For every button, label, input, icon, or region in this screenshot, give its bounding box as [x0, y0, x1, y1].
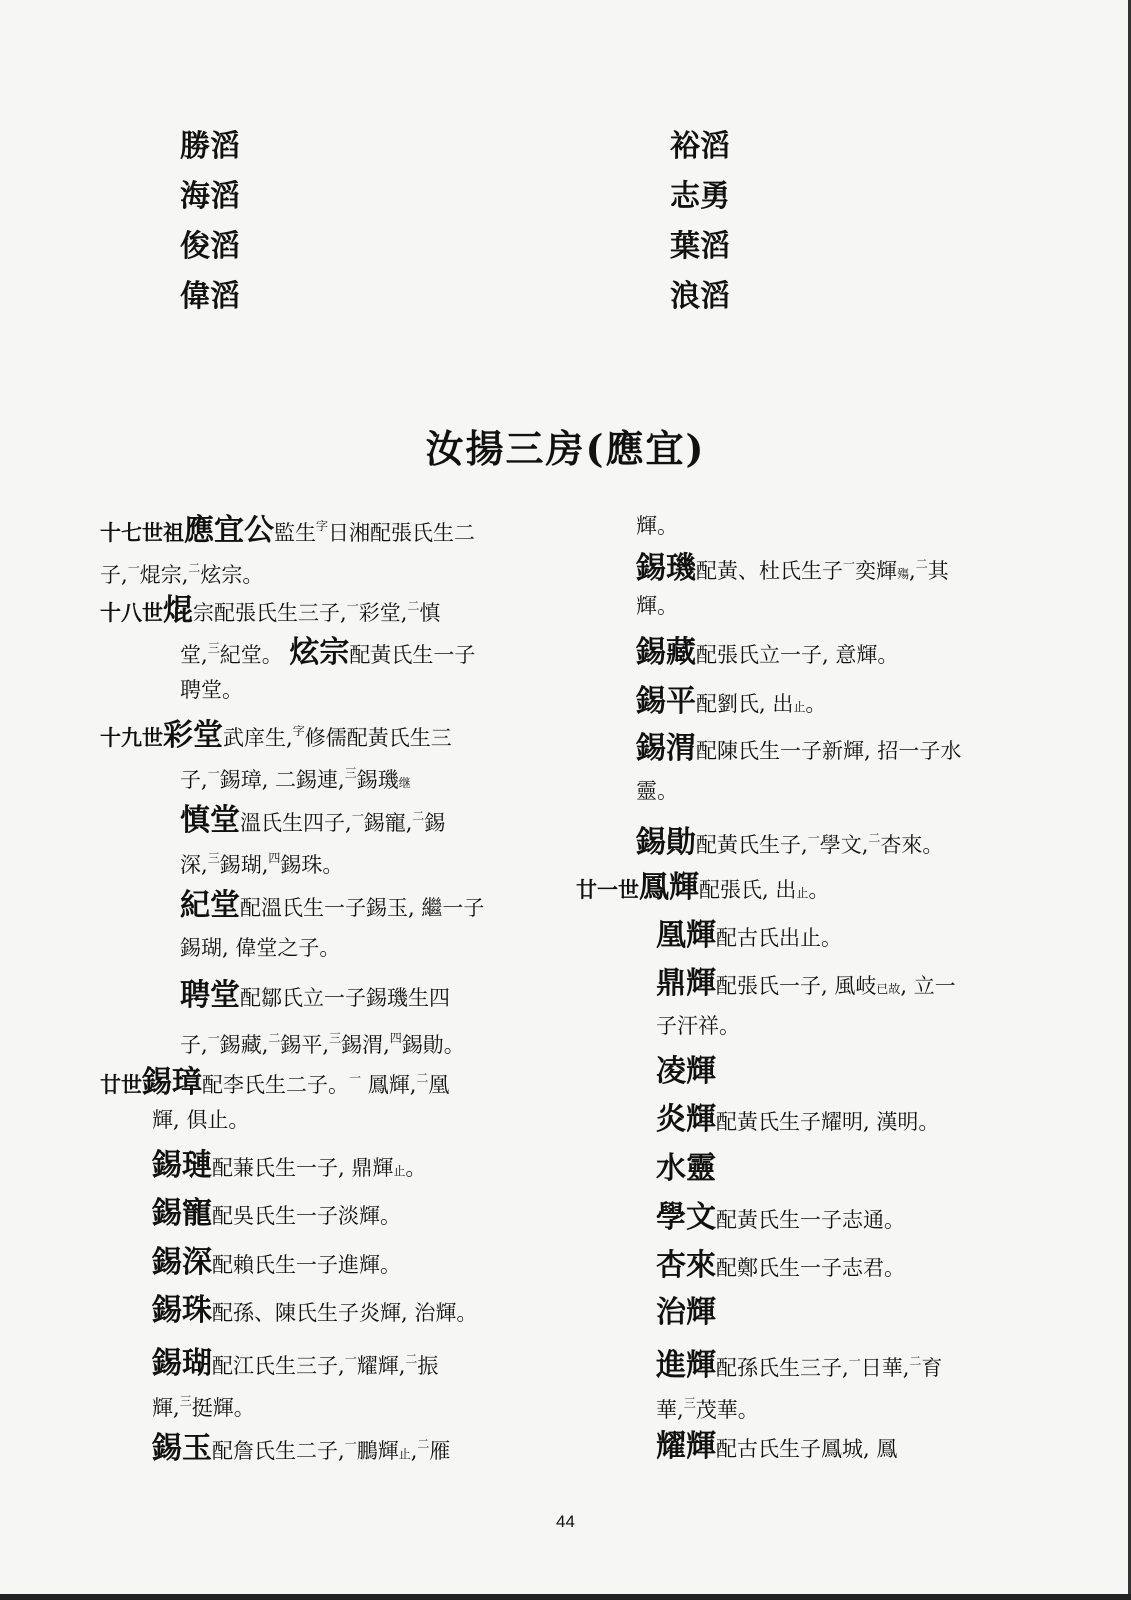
superscript: 一 [848, 1354, 861, 1368]
person-name: 應宜公 [184, 513, 274, 548]
subscript-note: 止 [393, 1164, 406, 1178]
person-name: 凌輝 [656, 1054, 716, 1089]
person-name: 錫玉 [152, 1431, 212, 1466]
entry-text: 配張氏一子, 風岐 [716, 974, 877, 998]
genealogy-entry [100, 505, 475, 589]
superscript: 三 [344, 766, 357, 780]
entry-text: 茂華。 [695, 1398, 759, 1422]
genealogy-entry [576, 867, 829, 909]
list-item: 勝滔 [180, 129, 240, 164]
superscript: 二 [268, 1031, 281, 1045]
superscript: 一 [344, 1437, 357, 1451]
entry-text: 靈。 [636, 779, 678, 803]
superscript: 一 [843, 557, 856, 571]
person-name: 炎輝 [656, 1102, 716, 1137]
superscript: 一 [807, 831, 820, 845]
entry-text: 溫氏生四子, [240, 811, 352, 835]
person-name: 水靈 [656, 1151, 716, 1186]
list-item: 偉滔 [180, 279, 240, 314]
superscript: 一 [346, 599, 359, 613]
entry-text: 錫珠。 [280, 853, 344, 877]
genealogy-entry [152, 1242, 401, 1284]
generation-label: 十八世 [100, 600, 163, 625]
entry-text: 鵬輝 [356, 1439, 399, 1463]
superscript: 一 [207, 1031, 220, 1045]
entry-text: 監生 [274, 521, 316, 545]
superscript: 二 [412, 809, 425, 823]
entry-text: 育 [921, 1356, 943, 1380]
entry-text: 紀堂。 [219, 643, 283, 667]
entry-text: 雁 [429, 1439, 451, 1463]
genealogy-entry [152, 1145, 426, 1187]
entry-text: 輝, [152, 1396, 180, 1420]
person-name: 錫璋 [142, 1065, 202, 1100]
superscript: 一 [127, 561, 140, 575]
genealogy-entry [656, 963, 956, 1047]
genealogy-entry [152, 1193, 401, 1235]
person-name: 鼎輝 [656, 966, 716, 1001]
entry-text: 。 [405, 1156, 427, 1180]
superscript: 一 [207, 766, 220, 780]
person-name: 耀輝 [656, 1429, 716, 1464]
superscript: 三 [207, 641, 220, 655]
person-name: 錫深 [152, 1245, 212, 1280]
entry-text: 配黃氏生一子志通。 [716, 1208, 905, 1232]
entry-text: 子汗祥。 [656, 1014, 740, 1038]
superscript: 一 [351, 809, 364, 823]
superscript: 二 [405, 1352, 418, 1366]
entry-text: 輝。 [636, 594, 678, 618]
subscript-note: 止 [796, 886, 809, 900]
list-item: 浪滔 [670, 279, 730, 314]
entry-text: 錫藏, [219, 1033, 269, 1057]
genealogy-entry [636, 505, 678, 547]
subscript-note: 继 [398, 776, 411, 790]
entry-text: 錫渭, [341, 1033, 390, 1057]
entry-text: 配孫、陳氏生子炎輝, 治輝。 [212, 1301, 478, 1325]
entry-text: 配孫氏生三子, [716, 1356, 849, 1380]
entry-text: 日湘配張氏生二 [328, 521, 476, 545]
superscript: 三 [207, 851, 220, 865]
superscript: 三 [329, 1031, 342, 1045]
genealogy-entry [100, 585, 475, 711]
entry-text: 錫寵, [363, 811, 413, 835]
list-item: 俊滔 [180, 229, 240, 264]
person-name: 治輝 [656, 1295, 716, 1330]
person-name: 錫平 [636, 684, 696, 719]
person-name: 錫瑚 [152, 1346, 212, 1381]
entry-text: 配黃氏生子, [696, 833, 808, 857]
generation-label: 廿一世 [576, 877, 639, 902]
genealogy-entry [656, 1426, 897, 1468]
person-name: 錫珠 [152, 1293, 212, 1328]
page-number: 44 [556, 1512, 575, 1531]
entry-text: 杏來。 [880, 833, 944, 857]
superscript: 字 [292, 724, 305, 738]
superscript: 一 [344, 1352, 357, 1366]
entry-text: 配江氏生三子, [212, 1354, 345, 1378]
person-name: 彩堂 [163, 718, 223, 753]
entry-text: 錫瑚, [219, 853, 269, 877]
genealogy-entry [636, 543, 949, 627]
genealogy-entry [636, 728, 961, 812]
person-name: 錫寵 [152, 1196, 212, 1231]
subscript-note: 殤 [897, 567, 910, 581]
entry-text: 奕輝 [855, 559, 898, 583]
entry-text: 子, [180, 1033, 208, 1057]
entry-text: 配張氏立一子, 意輝。 [696, 643, 899, 667]
entry-text: 聘堂。 [180, 678, 243, 702]
superscript: 二 [868, 831, 881, 845]
section-title: 汝揚三房(應宜) [425, 426, 706, 471]
list-item: 裕滔 [670, 129, 730, 164]
entry-text: 。 [808, 878, 830, 902]
page-bottom-edge [0, 1594, 1131, 1600]
entry-text: 慎 [419, 601, 441, 625]
superscript: 一 [349, 1071, 362, 1085]
superscript: 二 [188, 561, 201, 575]
person-name: 慎堂 [180, 803, 240, 838]
genealogy-entry [180, 975, 465, 1059]
person-name: 聘堂 [180, 978, 240, 1013]
entry-text: 錫平, [280, 1033, 330, 1057]
subscript-note: 止 [398, 1447, 411, 1461]
subscript-note: 已故 [876, 982, 901, 996]
entry-text: 挺輝。 [191, 1396, 255, 1420]
entry-text: 華, [656, 1398, 684, 1422]
entry-text: 配陳氏生一子新輝, 招一子水 [696, 739, 962, 763]
top-name-list-left [180, 122, 240, 322]
entry-text: 輝, 俱止。 [152, 1108, 250, 1132]
list-item: 海滔 [180, 179, 240, 214]
entry-text: 配鄒氏立一子錫璣生四 [240, 986, 450, 1010]
genealogy-entry [656, 1148, 716, 1190]
entry-text: 配鄭氏生一子志君。 [716, 1256, 905, 1280]
superscript: 三 [179, 1394, 192, 1408]
genealogy-entry [100, 1057, 449, 1141]
entry-text: 配李氏生二子。 [202, 1073, 349, 1097]
entry-text: 配賴氏生一子進輝。 [212, 1253, 401, 1277]
entry-text: 宗配張氏生三子, [193, 601, 347, 625]
entry-text: 堂, [180, 643, 208, 667]
entry-text: 配古氏生子鳳城, 鳳 [716, 1437, 898, 1461]
genealogy-entry [656, 1292, 716, 1334]
entry-text: 配張氏, 出 [699, 878, 797, 902]
genealogy-entry [656, 915, 842, 957]
genealogy-entry [636, 681, 826, 723]
genealogy-entry [656, 1197, 905, 1239]
entry-text: 錫 [424, 811, 446, 835]
superscript: 二 [416, 1071, 429, 1085]
genealogy-entry [636, 632, 898, 674]
list-item: 葉滔 [670, 229, 730, 264]
person-name: 凰輝 [656, 918, 716, 953]
genealogy-entry [656, 1099, 939, 1141]
genealogy-entry [100, 710, 452, 794]
entry-text: 配溫氏生一子錫玉, 繼一子 [240, 896, 485, 920]
person-name: 學文 [656, 1200, 716, 1235]
person-name: 焜 [163, 593, 193, 628]
genealogy-entry [636, 817, 943, 859]
entry-text: 配吳氏生一子淡輝。 [212, 1204, 401, 1228]
superscript: 二 [909, 1354, 922, 1368]
entry-text: 炫宗。 [200, 563, 264, 587]
entry-text: 錫璣 [356, 768, 399, 792]
entry-text: 耀輝, [356, 1354, 406, 1378]
entry-text: 配古氏出止。 [716, 926, 842, 950]
genealogy-entry [180, 885, 484, 969]
entry-text: , [410, 1439, 418, 1463]
superscript: 二 [407, 599, 420, 613]
entry-text: 配黃氏生子耀明, 漢明。 [716, 1110, 940, 1134]
entry-text: 。 [805, 692, 827, 716]
entry-text: 其 [927, 559, 949, 583]
entry-text: 錫璋, 二錫連, [219, 768, 345, 792]
generation-label: 十九世 [100, 725, 163, 750]
superscript: 四 [268, 851, 281, 865]
entry-text: 配黃、杜氏生子 [696, 559, 843, 583]
genealogy-entry [152, 1290, 477, 1332]
person-name: 杏來 [656, 1248, 716, 1283]
entry-text: 錫瑚, 偉堂之子。 [180, 936, 341, 960]
subscript-note: 止 [793, 700, 806, 714]
entry-text: 日華, [860, 1356, 910, 1380]
entry-text: 輝。 [636, 514, 678, 538]
person-name: 錫渭 [636, 731, 696, 766]
list-item: 志勇 [670, 179, 730, 214]
entry-text: 配黃氏生一子 [349, 643, 476, 667]
genealogy-entry [656, 1245, 905, 1287]
person-name: 錫璉 [152, 1148, 212, 1183]
entry-text: , [909, 559, 916, 583]
entry-text: 焜宗, [139, 563, 189, 587]
superscript: 字 [316, 519, 329, 533]
genealogy-entry [180, 795, 445, 879]
superscript: 二 [915, 557, 928, 571]
person-name: 炫宗 [289, 635, 350, 670]
entry-text: 鳳輝, [361, 1073, 417, 1097]
entry-text: 彩堂, [358, 601, 408, 625]
entry-text: 子, [100, 563, 128, 587]
generation-label: 十七世祖 [100, 520, 184, 545]
top-name-list-right [670, 122, 730, 322]
superscript: 三 [683, 1396, 696, 1410]
entry-text: 子, [180, 768, 208, 792]
entry-text: , 立一 [900, 974, 956, 998]
person-name: 紀堂 [180, 888, 240, 923]
genealogy-entry [656, 1051, 716, 1093]
entry-text: 振 [417, 1354, 439, 1378]
entry-text: 配蒹氏生一子, 鼎輝 [212, 1156, 394, 1180]
person-name: 錫勛 [636, 825, 696, 860]
entry-text: 配劉氏, 出 [696, 692, 794, 716]
person-name: 進輝 [656, 1348, 716, 1383]
entry-text: 配詹氏生二子, [212, 1439, 345, 1463]
genealogy-entry [152, 1423, 450, 1465]
entry-text: 深, [180, 853, 208, 877]
entry-text: 凰 [428, 1073, 450, 1097]
generation-label: 廿世 [100, 1072, 142, 1097]
entry-text: 武庠生, [223, 726, 293, 750]
genealogy-entry [152, 1338, 438, 1422]
person-name: 錫璣 [636, 551, 696, 586]
person-name: 鳳輝 [639, 870, 699, 905]
entry-text: 學文, [819, 833, 869, 857]
person-name: 錫藏 [636, 635, 696, 670]
entry-text: 錫勛。 [401, 1033, 465, 1057]
superscript: 四 [389, 1031, 402, 1045]
superscript: 二 [417, 1437, 430, 1451]
genealogy-entry [656, 1340, 942, 1424]
entry-text: 修儒配黃氏生三 [304, 726, 452, 750]
